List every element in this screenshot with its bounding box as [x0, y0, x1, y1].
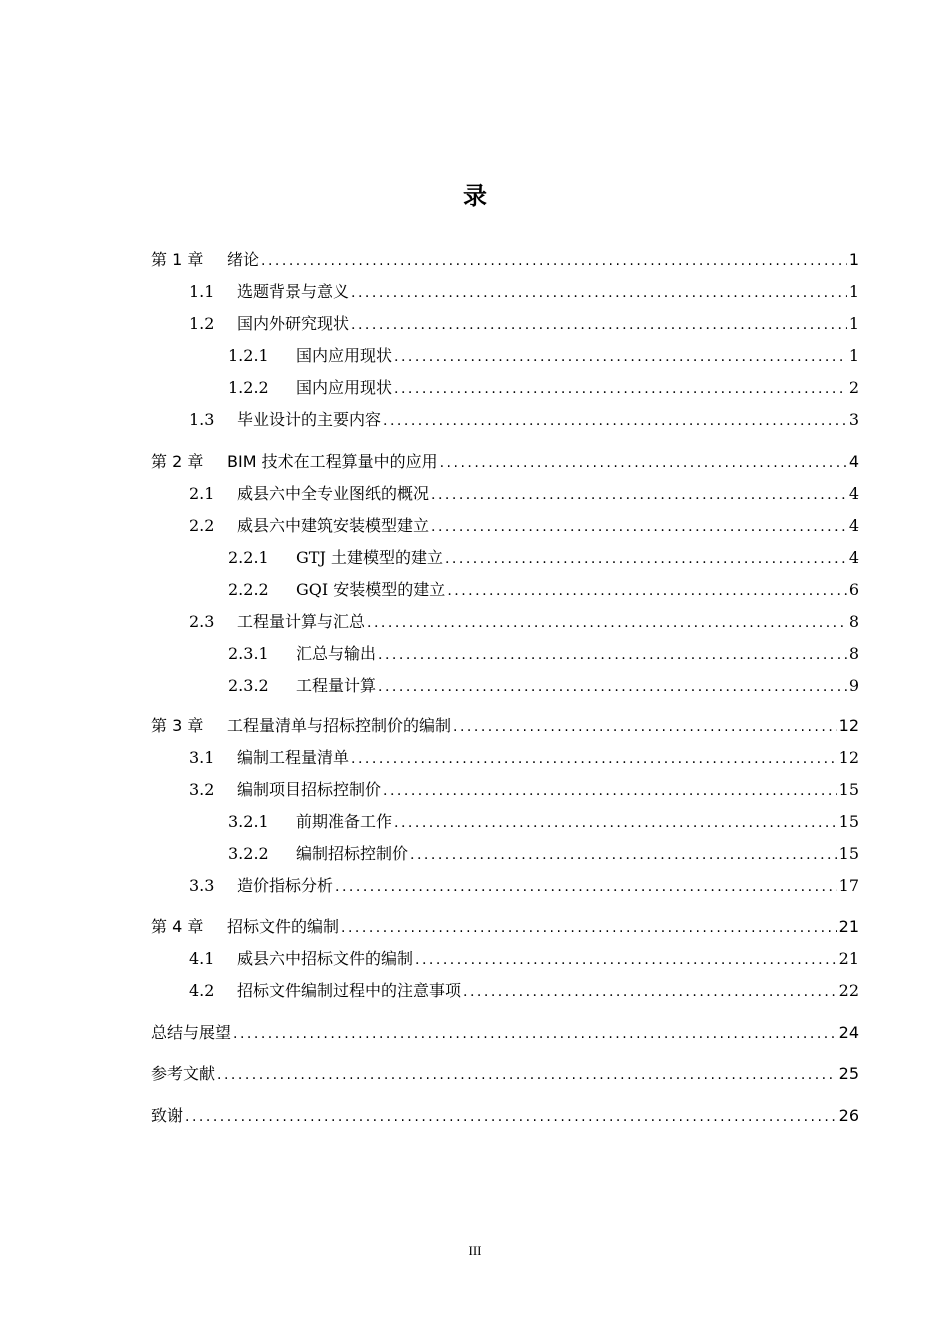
- toc-entry[interactable]: [189, 610, 859, 634]
- toc-dot-leader: [351, 281, 847, 305]
- toc-entry[interactable]: [228, 578, 859, 602]
- toc-entry-page: 2: [848, 378, 859, 397]
- toc-dot-leader: [410, 843, 837, 867]
- toc-entry[interactable]: [228, 842, 859, 866]
- toc-entry-page: 6: [848, 580, 859, 599]
- toc-entry-label: 编制工程量清单: [237, 748, 350, 767]
- toc-dot-leader: [351, 313, 847, 337]
- toc-entry[interactable]: [189, 408, 859, 432]
- toc-entry-page: 15: [838, 844, 859, 863]
- toc-dot-leader: [440, 451, 847, 475]
- toc-entry-number: 2.3: [189, 612, 215, 631]
- toc-dot-leader: [445, 547, 847, 571]
- toc-entry[interactable]: [189, 947, 859, 971]
- toc-entry-page: 8: [848, 644, 859, 663]
- toc-entry[interactable]: [189, 746, 859, 770]
- toc-entry-label: GQI 安装模型的建立: [296, 580, 446, 599]
- toc-entry-page: 4: [848, 516, 859, 535]
- toc-dot-leader: [233, 1022, 837, 1046]
- toc-entry[interactable]: [228, 344, 859, 368]
- toc-entry-page: 1: [848, 282, 859, 301]
- toc-entry-label: 选题背景与意义: [237, 282, 350, 301]
- toc-entry[interactable]: [151, 1021, 859, 1045]
- toc-entry-number: 1.2.1: [228, 346, 269, 365]
- toc-entry-number: 3.1: [189, 748, 215, 767]
- toc-entry-label: 国内应用现状: [296, 378, 393, 397]
- toc-entry-page: 26: [838, 1106, 859, 1125]
- toc-entry-label: 汇总与输出: [296, 644, 377, 663]
- toc-dot-leader: [453, 715, 837, 739]
- toc-dot-leader: [394, 345, 847, 369]
- toc-entry-number: 3.3: [189, 876, 215, 895]
- toc-entry[interactable]: [151, 248, 859, 272]
- toc-dot-leader: [335, 875, 837, 899]
- toc-dot-leader: [351, 747, 837, 771]
- toc-entry-label: BIM 技术在工程算量中的应用: [227, 452, 438, 471]
- toc-entry-number: 3.2.1: [228, 812, 269, 831]
- toc-entry-page: 22: [838, 981, 859, 1000]
- toc-dot-leader: [431, 515, 847, 539]
- toc-entry-page: 3: [848, 410, 859, 429]
- toc-entry-label: 总结与展望: [151, 1023, 232, 1042]
- toc-entry-number: 第 1 章: [151, 250, 204, 269]
- toc-entry-label: 工程量清单与招标控制价的编制: [227, 716, 452, 735]
- toc-entry[interactable]: [228, 810, 859, 834]
- toc-entry-page: 15: [838, 780, 859, 799]
- toc-entry[interactable]: [228, 674, 859, 698]
- toc-entry-label: 编制项目招标控制价: [237, 780, 382, 799]
- toc-dot-leader: [383, 779, 837, 803]
- toc-dot-leader: [378, 675, 847, 699]
- toc-entry-page: 9: [848, 676, 859, 695]
- toc-entry-number: 2.2: [189, 516, 215, 535]
- toc-entry[interactable]: [228, 642, 859, 666]
- toc-entry-number: 3.2: [189, 780, 215, 799]
- toc-entry-label: GTJ 土建模型的建立: [296, 548, 443, 567]
- toc-entry-page: 15: [838, 812, 859, 831]
- toc-entry-number: 2.3.2: [228, 676, 269, 695]
- toc-entry[interactable]: [228, 376, 859, 400]
- toc-dot-leader: [415, 948, 837, 972]
- toc-entry[interactable]: [189, 778, 859, 802]
- toc-entry-page: 1: [848, 314, 859, 333]
- toc-entry-label: 绪论: [227, 250, 260, 269]
- toc-entry[interactable]: [151, 714, 859, 738]
- toc-entry[interactable]: [151, 1062, 859, 1086]
- toc-entry-page: 12: [838, 748, 859, 767]
- toc-dot-leader: [261, 249, 847, 273]
- toc-entry-label: 招标文件的编制: [227, 917, 340, 936]
- toc-entry-label: 威县六中建筑安装模型建立: [237, 516, 430, 535]
- toc-dot-leader: [185, 1105, 837, 1129]
- toc-entry-label: 毕业设计的主要内容: [237, 410, 382, 429]
- toc-entry-number: 2.1: [189, 484, 215, 503]
- toc-entry[interactable]: [189, 874, 859, 898]
- toc-entry-number: 1.2: [189, 314, 215, 333]
- toc-entry[interactable]: [151, 450, 859, 474]
- toc-entry-page: 24: [838, 1023, 859, 1042]
- toc-title: 录: [463, 182, 487, 210]
- toc-entry[interactable]: [189, 979, 859, 1003]
- toc-dot-leader: [447, 579, 847, 603]
- toc-entry-label: 参考文献: [151, 1064, 216, 1083]
- toc-entry-label: 国内外研究现状: [237, 314, 350, 333]
- toc-entry-label: 威县六中全专业图纸的概况: [237, 484, 430, 503]
- toc-entry-number: 第 2 章: [151, 452, 204, 471]
- toc-entry-label: 造价指标分析: [237, 876, 334, 895]
- toc-dot-leader: [431, 483, 847, 507]
- toc-entry-page: 1: [848, 346, 859, 365]
- toc-entry-number: 4.2: [189, 981, 215, 1000]
- toc-dot-leader: [378, 643, 847, 667]
- toc-entry-number: 2.3.1: [228, 644, 269, 663]
- toc-entry-page: 4: [848, 484, 859, 503]
- toc-entry-label: 招标文件编制过程中的注意事项: [237, 981, 462, 1000]
- toc-entry-number: 第 4 章: [151, 917, 204, 936]
- toc-entry-number: 第 3 章: [151, 716, 204, 735]
- toc-dot-leader: [394, 811, 837, 835]
- toc-entry-page: 17: [838, 876, 859, 895]
- toc-entry-label: 国内应用现状: [296, 346, 393, 365]
- toc-entry-page: 4: [848, 452, 859, 471]
- toc-entry-label: 前期准备工作: [296, 812, 393, 831]
- toc-entry-number: 1.3: [189, 410, 215, 429]
- toc-entry-number: 2.2.1: [228, 548, 269, 567]
- toc-entry[interactable]: [189, 312, 859, 336]
- toc-entry-label: 工程量计算与汇总: [237, 612, 366, 631]
- toc-entry-page: 12: [838, 716, 859, 735]
- toc-entry[interactable]: [189, 280, 859, 304]
- toc-entry-page: 21: [838, 949, 859, 968]
- toc-entry-page: 4: [848, 548, 859, 567]
- toc-entry-page: 21: [838, 917, 859, 936]
- toc-entry-number: 1.2.2: [228, 378, 269, 397]
- toc-entry[interactable]: [189, 482, 859, 506]
- page-number: III: [468, 1243, 482, 1258]
- toc-entry[interactable]: [189, 514, 859, 538]
- toc-entry[interactable]: [228, 546, 859, 570]
- toc-entry-number: 2.2.2: [228, 580, 269, 599]
- toc-entry-page: 25: [838, 1064, 859, 1083]
- toc-entry-number: 1.1: [189, 282, 215, 301]
- toc-entry[interactable]: [151, 1104, 859, 1128]
- toc-dot-leader: [341, 916, 837, 940]
- toc-entry[interactable]: [151, 915, 859, 939]
- toc-entry-label: 致谢: [151, 1106, 184, 1125]
- toc-dot-leader: [383, 409, 847, 433]
- toc-dot-leader: [463, 980, 837, 1004]
- toc-entry-number: 3.2.2: [228, 844, 269, 863]
- toc-entry-label: 工程量计算: [296, 676, 377, 695]
- toc-entry-number: 4.1: [189, 949, 215, 968]
- toc-entry-page: 1: [848, 250, 859, 269]
- toc-entry-label: 威县六中招标文件的编制: [237, 949, 414, 968]
- toc-dot-leader: [367, 611, 847, 635]
- toc-dot-leader: [217, 1063, 837, 1087]
- toc-dot-leader: [394, 377, 847, 401]
- toc-entry-label: 编制招标控制价: [296, 844, 409, 863]
- toc-entry-page: 8: [848, 612, 859, 631]
